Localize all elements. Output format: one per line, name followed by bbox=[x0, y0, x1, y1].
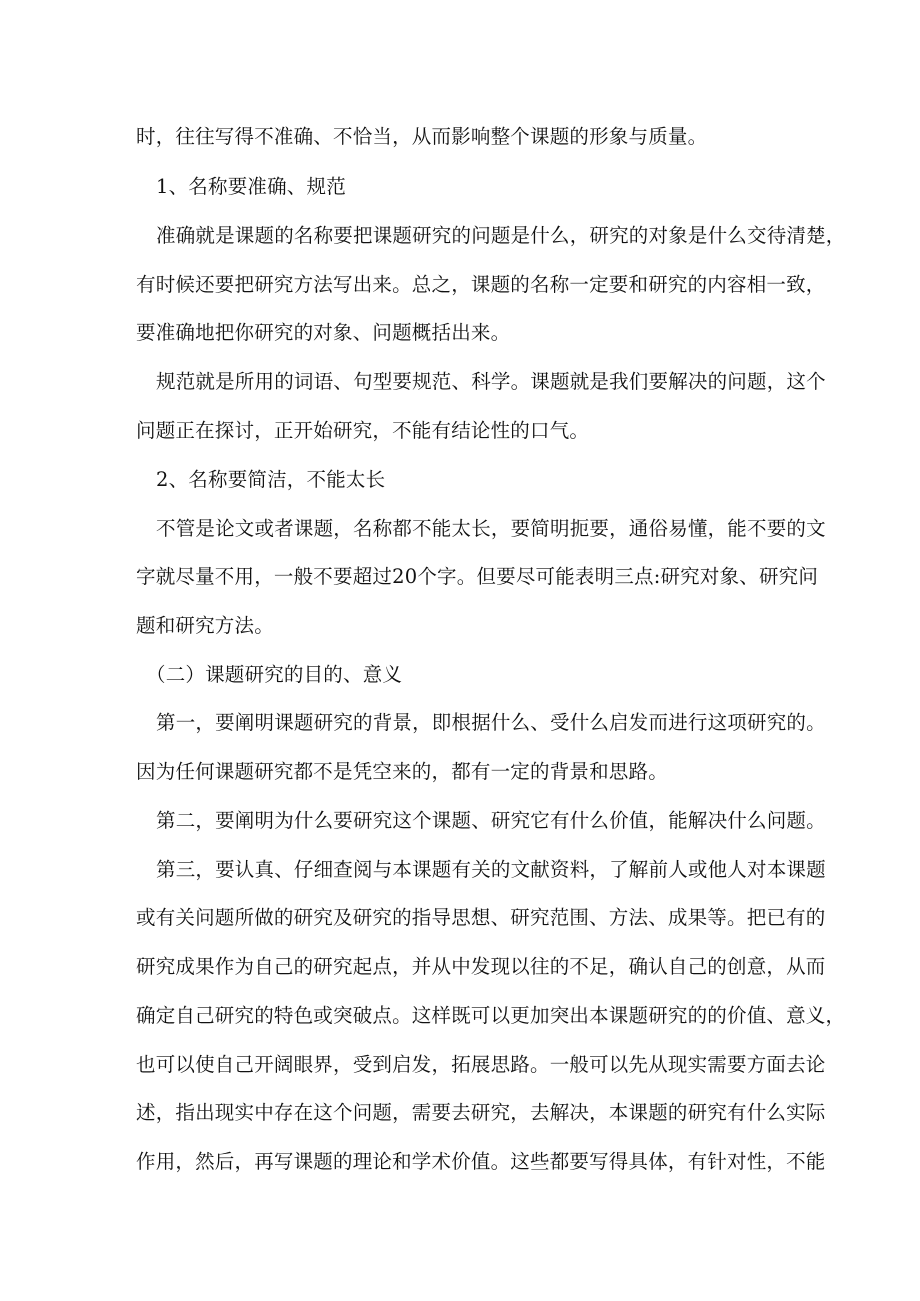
paragraph-first-line: 准确就是课题的名称要把课题研究的问题是什么，研究的对象是什么交待清楚， bbox=[156, 224, 846, 247]
text-line: 或有关问题所做的研究及研究的指导思想、研究范围、方法、成果等。把已有的 bbox=[136, 906, 826, 929]
text-line: 作用，然后，再写课题的理论和学术价值。这些都要写得具体，有针对性，不能 bbox=[136, 1150, 826, 1173]
paragraph-first-line: 不管是论文或者课题，名称都不能太长，要简明扼要，通俗易懂，能不要的文 bbox=[156, 517, 826, 540]
text-line: 要准确地把你研究的对象、问题概括出来。 bbox=[136, 321, 511, 344]
text-line: 述，指出现实中存在这个问题，需要去研究，去解决，本课题的研究有什么实际 bbox=[136, 1101, 826, 1124]
paragraph-first-line: 第二，要阐明为什么要研究这个课题、研究它有什么价值，能解决什么问题。 bbox=[156, 809, 826, 832]
section-heading: 1、名称要准确、规范 bbox=[156, 175, 346, 198]
text-line: 也可以使自己开阔眼界，受到启发，拓展思路。一般可以先从现实需要方面去论 bbox=[136, 1053, 826, 1076]
text-line: 研究成果作为自己的研究起点，并从中发现以往的不足，确认自己的创意，从而 bbox=[136, 955, 826, 978]
section-heading: （二）课题研究的目的、意义 bbox=[146, 663, 403, 686]
text-line: 问题正在探讨，正开始研究，不能有结论性的口气。 bbox=[136, 419, 590, 442]
text-line: 字就尽量不用，一般不要超过20个字。但要尽可能表明三点:研究对象、研究问 bbox=[136, 565, 819, 588]
section-heading: 2、名称要简洁，不能太长 bbox=[156, 468, 386, 491]
text-line: 因为任何课题研究都不是凭空来的，都有一定的背景和思路。 bbox=[136, 760, 668, 783]
paragraph-first-line: 第三，要认真、仔细查阅与本课题有关的文献资料，了解前人或他人对本课题 bbox=[156, 858, 826, 881]
paragraph-first-line: 规范就是所用的词语、句型要规范、科学。课题就是我们要解决的问题，这个 bbox=[156, 370, 826, 393]
text-line: 时，往往写得不准确、不恰当，从而影响整个课题的形象与质量。 bbox=[136, 125, 708, 148]
text-line: 题和研究方法。 bbox=[136, 614, 274, 637]
paragraph-first-line: 第一，要阐明课题研究的背景，即根据什么、受什么启发而进行这项研究的。 bbox=[156, 711, 826, 734]
text-line: 确定自己研究的特色或突破点。这样既可以更加突出本课题研究的的价值、意义， bbox=[136, 1004, 846, 1027]
text-line: 有时候还要把研究方法写出来。总之，课题的名称一定要和研究的内容相一致， bbox=[136, 273, 826, 296]
